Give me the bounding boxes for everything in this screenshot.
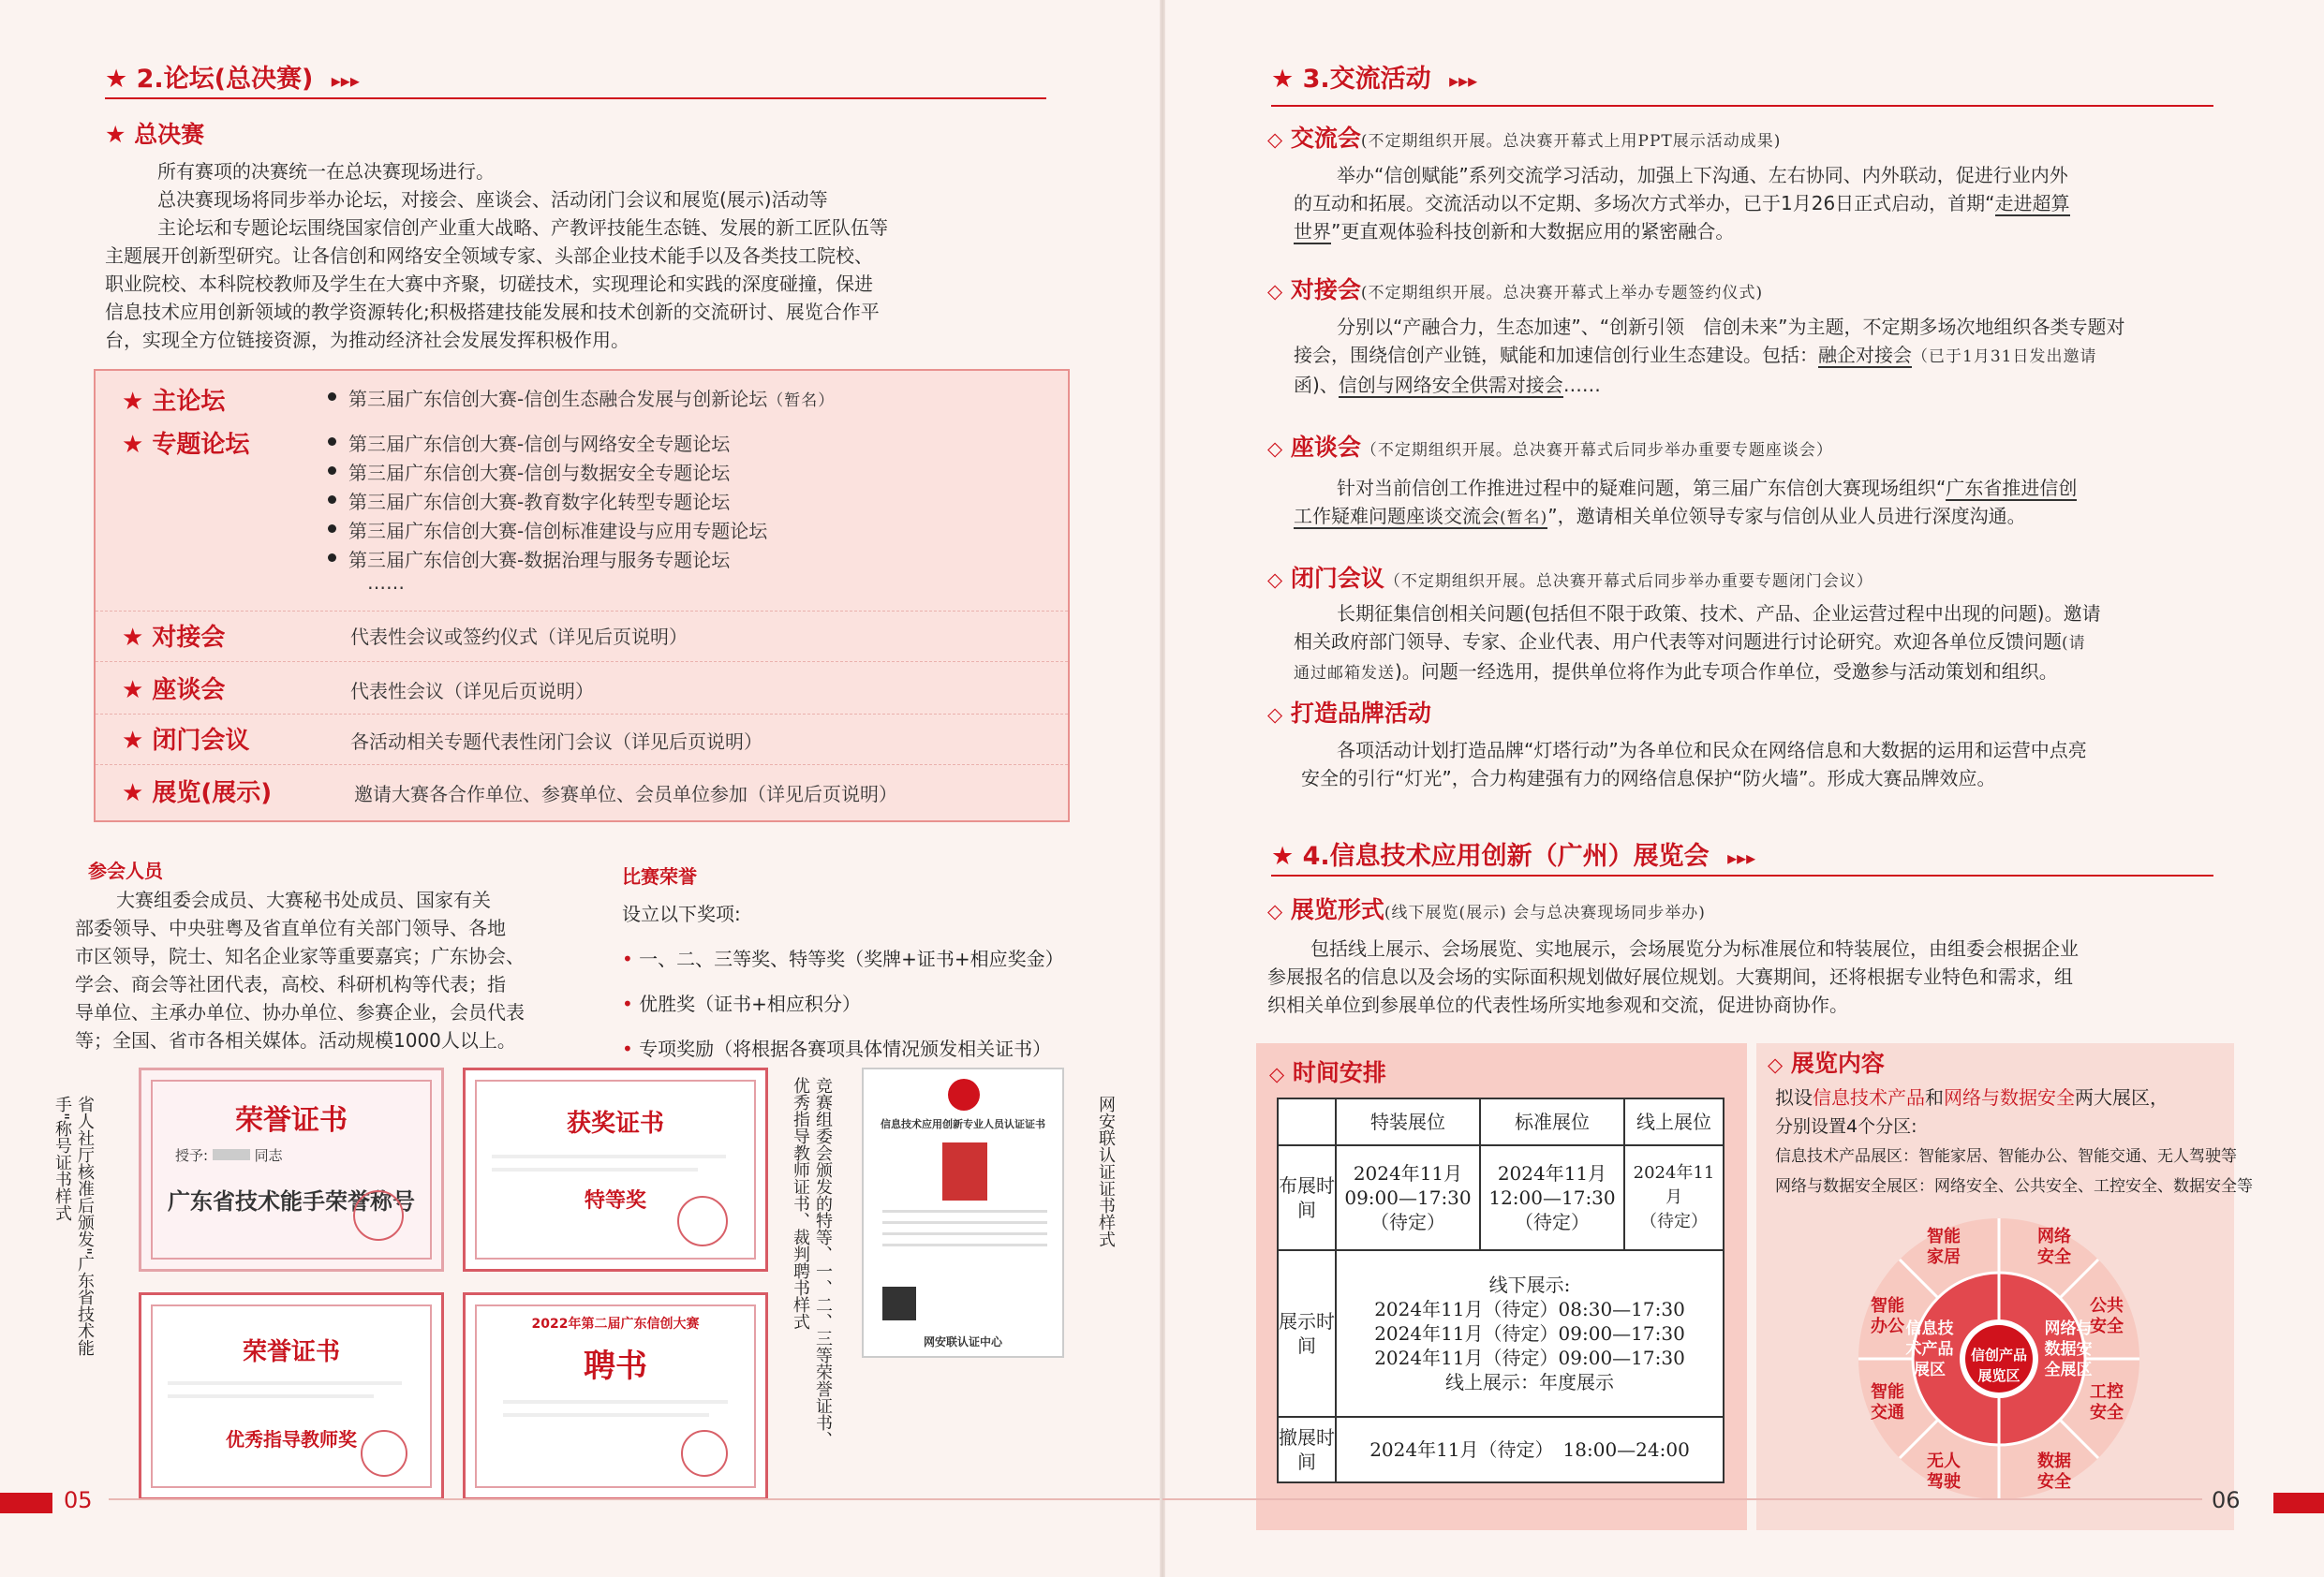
topic-forum-item: 第三届广东信创大赛-信创标准建设与应用专题论坛	[348, 516, 767, 543]
star-icon: ★	[122, 727, 144, 755]
zone-label: 网络安全	[2037, 1227, 2071, 1267]
zone-label: 智能交通	[1871, 1382, 1904, 1422]
page-number: 06	[2212, 1487, 2241, 1513]
final-heading: ★ 总决赛	[105, 121, 205, 148]
certificate-caption: 省人社厅核准后颁发"广东省技术能手"称号证书样式	[52, 1096, 95, 1357]
appointment-letter-image: 2022年第二届广东信创大赛 聘书	[463, 1292, 768, 1500]
exchange-heading: ◇ 交流会(不定期组织开展。总决赛开幕式上用PPT展示活动成果)	[1267, 125, 1782, 152]
bullet-icon	[328, 524, 336, 533]
section-3-heading: ★ 3.交流活动 ▸▸▸	[1271, 65, 1478, 94]
star-icon: ★	[122, 779, 144, 807]
wanganlian-certificate-image: 信息技术应用创新专业人员认证证书 网安联认证中心	[862, 1068, 1064, 1358]
symposium-label: ★ 座谈会	[122, 676, 226, 704]
topic-forum-item: 第三届广东信创大赛-教育数字化转型专题论坛	[348, 487, 730, 514]
topic-forum-label: ★ 专题论坛	[122, 431, 250, 459]
exhibition-label: ★ 展览(展示)	[122, 779, 273, 807]
box-divider	[96, 661, 1068, 662]
section-divider	[1271, 875, 2213, 877]
row-header: 展示时间	[1278, 1250, 1336, 1417]
award-item: • 一、二、三等奖、特等奖（奖牌+证书+相应奖金）	[622, 948, 1064, 970]
row-header: 撤展时间	[1278, 1417, 1336, 1482]
participants-paragraph: 大赛组委会成员、大赛秘书处成员、国家有关 部委领导、中央驻粤及省直单位有关部门领导、各地 市区领导，院士、知名企业家等重要嘉宾；广东协会、 学会、商会等社团代表，高校、科研机构等代表；指 导单位、主承办单位、协办单位、参赛企业，会员代表 等；全国、省市各相关媒体。活动规模1000人以上。	[75, 889, 525, 1052]
seal-icon	[353, 1190, 404, 1241]
expo-content-line: 信息技术产品展区：智能家居、智能办公、智能交通、无人驾驶等	[1775, 1147, 2237, 1166]
closed-meeting-label: ★ 闭门会议	[122, 727, 250, 755]
expo-content-line: 分别设置4个分区:	[1775, 1116, 1917, 1137]
zone-label: 工控安全	[2090, 1382, 2124, 1422]
docking-label: ★ 对接会	[122, 624, 226, 652]
brand-paragraph: 各项活动计划打造品牌“灯塔行动”为各单位和民众在网络信息和大数据的运用和运营中点亮 安全的引行“灯光”，合力构建强有力的网络信息保护“防火墙”。形成大赛品牌效应。	[1301, 739, 2087, 789]
seal-icon	[361, 1430, 407, 1477]
page-number: 05	[64, 1487, 93, 1513]
triple-chevron-icon: ▸▸▸	[1727, 847, 1756, 869]
triple-chevron-icon: ▸▸▸	[1449, 69, 1478, 92]
star-icon: ★	[105, 65, 128, 94]
award-item: • 优胜奖（证书+相应积分）	[622, 993, 861, 1015]
symposium-heading: ◇ 座谈会（不定期组织开展。总决赛开幕式后同步举办重要专题座谈会）	[1267, 434, 1833, 461]
col-header: 标准展位	[1480, 1098, 1624, 1145]
awards-intro: 设立以下奖项:	[622, 903, 741, 925]
certificate-caption: 竞赛组委会颁发的特等、一、二、三等荣誉证书、优秀指导教师证书、裁判聘书样式	[791, 1077, 833, 1448]
schedule-heading: ◇ 时间安排	[1269, 1059, 1386, 1086]
symposium-paragraph: 针对当前信创工作推进过程中的疑难问题，第三届广东信创大赛现场组织“广东省推进信创 工作疑难问题座谈交流会(暂名)”，邀请相关单位领导专家与信创从业人员进行深度沟通。	[1294, 477, 2078, 527]
table-cell: 2024年11月 （待定）	[1624, 1145, 1724, 1250]
bullet-icon	[328, 495, 336, 504]
award-certificate-image: 获奖证书 特等奖	[463, 1068, 768, 1272]
bullet-icon: •	[622, 1038, 633, 1060]
bullet-icon: •	[622, 948, 633, 970]
star-icon: ★	[122, 388, 144, 416]
expo-form-paragraph: 包括线上展示、会场展览、实地展示，会场展览分为标准展位和特装展位，由组委会根据企业 参展报名的信息以及会场的实际面积规划做好展位规划。大赛期间，还将根据专业特色和需求，组 织相关单位到参展单位的代表性场所实地参观和交流，促进协商协作。	[1267, 937, 2079, 1016]
box-divider	[96, 714, 1068, 715]
topic-forum-item: 第三届广东信创大赛-数据治理与服务专题论坛	[348, 545, 730, 572]
diamond-icon: ◇	[1267, 900, 1283, 922]
topic-forum-item: 第三届广东信创大赛-信创与网络安全专题论坛	[348, 429, 730, 456]
schedule-table	[1277, 1098, 1724, 1483]
diamond-icon: ◇	[1267, 128, 1283, 151]
inner-right-label: 网络与数据安全展区	[2044, 1319, 2093, 1379]
triple-chevron-icon: ▸▸▸	[331, 69, 360, 92]
star-icon: ★	[122, 676, 144, 704]
col-header: 特装展位	[1336, 1098, 1480, 1145]
page-line	[1162, 1498, 2202, 1500]
section-2-heading: ★ 2.论坛(总决赛) ▸▸▸	[105, 65, 360, 94]
honor-certificate-image-2: 荣誉证书 优秀指导教师奖	[139, 1292, 444, 1500]
topic-forum-more: ……	[367, 571, 405, 594]
docking-desc: 代表性会议或签约仪式（详见后页说明）	[350, 626, 688, 648]
exchange-paragraph: 举办“信创赋能”系列交流学习活动，加强上下沟通、左右协同、内外联动，促进行业内外 的互动和拓展。交流活动以不定期、多场次方式举办，已于1月26日正式启动，首期“走进超算 世界”更直观体验科技创新和大数据应用的紧密融合。	[1294, 164, 2070, 243]
forum-summary-box	[94, 369, 1070, 822]
closed-meeting-paragraph: 长期征集信创相关问题(包括但不限于政策、技术、产品、企业运营过程中出现的问题)。邀请 相关政府部门领导、专家、企业代表、用户代表等对问题进行讨论研究。欢迎各单位反馈问题(请 通过邮箱发送)。问题一经选用，提供单位将作为此专项合作单位，受邀参与活动策划和组织。	[1294, 602, 2101, 683]
closed-meeting-heading: ◇ 闭门会议（不定期组织开展。总决赛开幕式后同步举办重要专题闭门会议）	[1267, 565, 1873, 592]
table-cell: 2024年11月 12:00—17:30 （待定）	[1480, 1145, 1624, 1250]
expo-content-heading: ◇ 展览内容	[1768, 1050, 1885, 1077]
right-page	[1162, 0, 2324, 1577]
zone-label: 公共安全	[2090, 1296, 2124, 1336]
diamond-icon: ◇	[1267, 703, 1283, 726]
bullet-icon	[328, 392, 336, 401]
section-divider	[1271, 105, 2213, 107]
logo-icon	[948, 1079, 980, 1111]
star-icon: ★	[122, 624, 144, 652]
closed-meeting-desc: 各活动相关专题代表性闭门会议（详见后页说明）	[350, 730, 762, 753]
expo-form-heading: ◇ 展览形式(线下展览(展示) 会与总决赛现场同步举办)	[1267, 896, 1706, 923]
page-bar	[0, 1493, 52, 1513]
row-header: 布展时间	[1278, 1145, 1336, 1250]
table-cell: 线下展示: 2024年11月（待定）08:30—17:30 2024年11月（待定）09:00—17:30 2024年11月（待定）09:00—17:30 线上展示：年度展示	[1336, 1250, 1724, 1417]
table-cell: 2024年11月 09:00—17:30 （待定）	[1336, 1145, 1480, 1250]
diamond-icon: ◇	[1768, 1054, 1784, 1076]
section-4-heading: ★ 4.信息技术应用创新（广州）展览会 ▸▸▸	[1271, 842, 1756, 871]
page-line	[109, 1498, 1162, 1500]
main-forum-label: ★ 主论坛	[122, 388, 226, 416]
diamond-icon: ◇	[1269, 1063, 1285, 1085]
symposium-desc: 代表性会议（详见后页说明）	[350, 680, 594, 702]
star-icon: ★	[1271, 65, 1295, 94]
section-divider	[105, 97, 1046, 99]
bullet-icon	[328, 437, 336, 446]
inner-left-label: 信息技术产品展区	[1905, 1319, 1954, 1379]
brand-heading: ◇ 打造品牌活动	[1267, 700, 1431, 727]
docking-paragraph: 分别以“产融合力，生态加速”、“创新引领 信创未来”为主题，不定期多场次地组织各类专题对 接会，围绕信创产业链，赋能和加速信创行业生态建设。包括：融企对接会（已于1月31日发出邀请 函)、信创与网络安全供需对接会……	[1294, 316, 2125, 396]
star-icon: ★	[1271, 842, 1295, 871]
zone-label: 无人驾驶	[1927, 1452, 1961, 1492]
col-header: 线上展位	[1624, 1098, 1724, 1145]
expo-content-line: 网络与数据安全展区：网络安全、公共安全、工控安全、数据安全等	[1775, 1177, 2253, 1196]
seal-icon	[681, 1430, 728, 1477]
box-divider	[96, 611, 1068, 612]
center-label: 信创产品展览区	[1970, 1347, 2027, 1384]
main-forum-item: 第三届广东信创大赛-信创生态融合发展与创新论坛（暂名）	[348, 384, 835, 411]
diamond-icon: ◇	[1267, 437, 1283, 460]
seal-icon	[677, 1196, 728, 1246]
zone-label: 智能家居	[1927, 1227, 1961, 1267]
awards-title: 比赛荣誉	[622, 865, 697, 888]
zone-label: 数据安全	[2037, 1452, 2071, 1492]
qr-code-icon	[882, 1287, 916, 1320]
redacted-name	[213, 1149, 250, 1160]
star-icon: ★	[105, 121, 126, 148]
page-bar	[2273, 1493, 2324, 1513]
participants-title: 参会人员	[88, 860, 163, 882]
bullet-icon	[328, 466, 336, 475]
diamond-icon: ◇	[1267, 280, 1283, 302]
honor-certificate-image: 荣誉证书 授予: 同志 广东省技术能手荣誉称号	[139, 1068, 444, 1272]
topic-forum-item: 第三届广东信创大赛-信创与数据安全专题论坛	[348, 458, 730, 485]
bullet-icon	[328, 553, 336, 562]
zone-label: 智能办公	[1871, 1296, 1904, 1336]
expo-content-line: 拟设信息技术产品和网络与数据安全两大展区，	[1775, 1086, 2169, 1109]
diamond-icon: ◇	[1267, 568, 1283, 591]
final-paragraph: 所有赛项的决赛统一在总决赛现场进行。 总决赛现场将同步举办论坛，对接会、座谈会、活动闭门会议和展览(展示)活动等 主论坛和专题论坛围绕国家信创产业重大战略、产教评技能生态链、发展的新工匠队伍等 主题展开创新型研究。让各信创和网络安全领域专家、头部企业技术能手以及各类技工院校、 职业院校、本科院校教师及学生在大赛中齐聚，切磋技术，实现理论和实践的深度碰撞，保进 信息技术应用创新领域的教学资源转化;积极搭建技能发展和技术创新的交流研讨、展览合作平 台，实现全方位链接资源，为推动经济社会发展发挥积极作用。	[105, 160, 888, 351]
exhibition-desc: 邀请大赛各合作单位、参赛单位、会员单位参加（详见后页说明）	[354, 783, 897, 805]
bullet-icon: •	[622, 993, 633, 1015]
portrait-photo	[942, 1142, 987, 1201]
star-icon: ★	[122, 431, 144, 459]
docking-heading: ◇ 对接会(不定期组织开展。总决赛开幕式上举办专题签约仪式)	[1267, 276, 1764, 303]
award-item: • 专项奖励（将根据各赛项具体情况颁发相关证书）	[622, 1038, 1052, 1060]
table-cell: 2024年11月（待定） 18:00—24:00	[1336, 1417, 1724, 1482]
box-divider	[96, 764, 1068, 765]
certificate-caption: 网安联认证证书样式	[1096, 1096, 1116, 1247]
